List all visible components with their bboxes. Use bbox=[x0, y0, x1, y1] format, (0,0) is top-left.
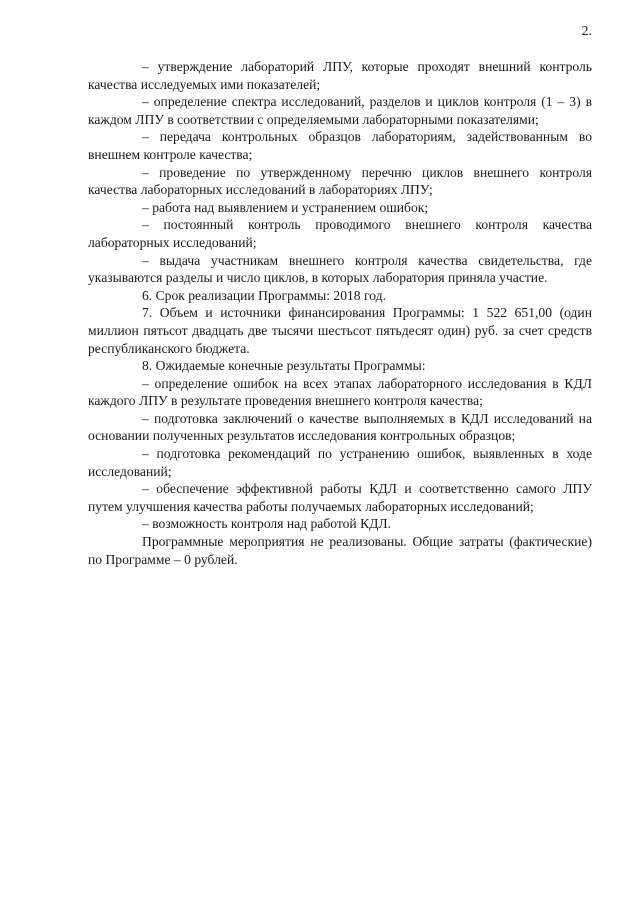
paragraph: – подготовка рекомендаций по устранению ошибок, выявленных в ходе исследований; bbox=[88, 446, 592, 479]
paragraph: – выдача участникам внешнего контроля качества свидетельства, где указываются разделы и число циклов, в которых лаборатория приняла участие. bbox=[88, 252, 592, 286]
paragraph: 7. Объем и источники финансирования Программы: 1 522 651,00 (один миллион пятьсот двадцать две тысячи шестьсот пятьдесят один) руб. за счет средств республиканского бюджета. bbox=[88, 305, 592, 356]
paragraph: – утверждение лабораторий ЛПУ, которые проходят внешний контроль качества исследуемых ими показателей; bbox=[88, 59, 592, 92]
paragraph: – постоянный контроль проводимого внешнего контроля качества лабораторных исследований; bbox=[88, 217, 592, 250]
paragraph: 8. Ожидаемые конечные результаты Программы: bbox=[142, 358, 426, 374]
paragraph: – возможность контроля над работой КДЛ. bbox=[142, 516, 392, 532]
paragraph: – работа над выявлением и устранением ошибок; bbox=[142, 199, 429, 215]
paragraph: Программные мероприятия не реализованы. Общие затраты (фактические) по Программе – 0 рублей. bbox=[88, 534, 592, 567]
paragraph: 6. Срок реализации Программы: 2018 год. bbox=[142, 287, 386, 303]
paragraph: – проведение по утвержденному перечню циклов внешнего контроля качества лабораторных исследований в лабораториях ЛПУ; bbox=[88, 164, 592, 198]
document-body bbox=[88, 58, 592, 568]
paragraph: – подготовка заключений о качестве выполняемых в КДЛ исследований на основании полученных результатов исследования контрольных образцов; bbox=[88, 410, 592, 444]
paragraph: – обеспечение эффективной работы КДЛ и соответственно самого ЛПУ путем улучшения качества работы получаемых лабораторных исследований; bbox=[88, 481, 592, 514]
paragraph: – определение спектра исследований, разделов и циклов контроля (1 – 3) в каждом ЛПУ в соответствии с определяемыми лабораторными показателями; bbox=[88, 94, 592, 127]
paragraph: – определение ошибок на всех этапах лабораторного исследования в КДЛ каждого ЛПУ в результате проведения внешнего контроля качества; bbox=[88, 375, 592, 409]
paragraph: – передача контрольных образцов лабораториям, задействованным во внешнем контроле качества; bbox=[88, 129, 592, 162]
page-number: 2. bbox=[581, 24, 592, 39]
